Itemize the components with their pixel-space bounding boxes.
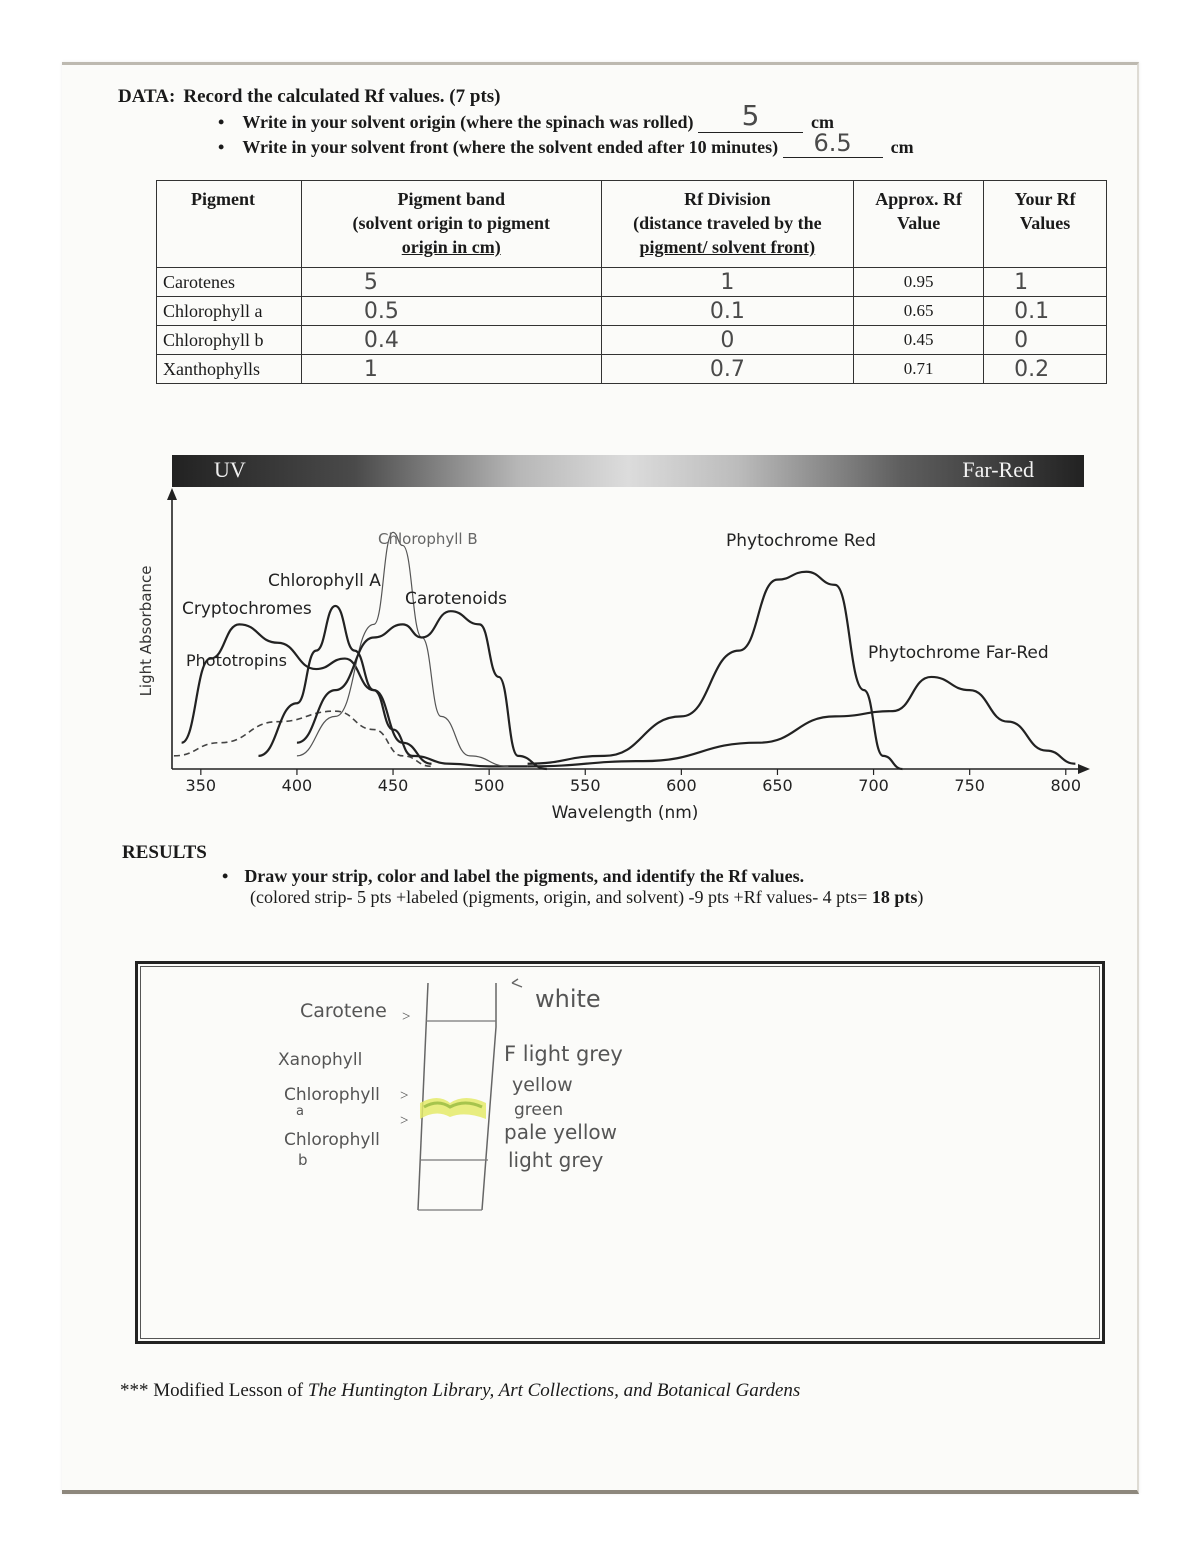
- approx-value: 0.65: [854, 297, 984, 326]
- x-axis-arrow: [1078, 764, 1090, 774]
- bullet-dot: •: [218, 137, 225, 157]
- series-line: [182, 624, 432, 763]
- label-carotene: Carotene: [300, 1000, 387, 1022]
- your-value[interactable]: 0: [984, 326, 1107, 355]
- table-row: [157, 326, 1107, 355]
- label-chlorophyll-a-letter: a: [296, 1104, 304, 1119]
- results-bullet-text: Draw your strip, color and label the pigments, and identify the Rf values.: [244, 866, 805, 886]
- front-bullet: [218, 129, 914, 158]
- x-tick-label: 750: [954, 776, 985, 795]
- table-header-row: [157, 181, 1107, 268]
- x-tick-label: 650: [762, 776, 793, 795]
- header-your-line2: Values: [1019, 213, 1071, 233]
- results-heading: RESULTS: [122, 842, 207, 863]
- data-label: DATA:: [118, 86, 176, 107]
- label-chlorophyll-a: Chlorophyll: [284, 1085, 380, 1105]
- pigment-name: Chlorophyll a: [157, 297, 302, 326]
- y-axis-arrow: [167, 488, 177, 500]
- series-label: Chlorophyll B: [378, 530, 478, 548]
- band-value[interactable]: 0.4: [301, 326, 601, 355]
- x-tick-label: 700: [858, 776, 889, 795]
- results-detail-post: ): [917, 887, 924, 907]
- front-blank[interactable]: [783, 129, 883, 158]
- series-label: Chlorophyll A: [268, 571, 381, 591]
- approx-value: 0.71: [854, 355, 984, 384]
- division-value[interactable]: 1: [601, 268, 854, 297]
- x-tick-label: 550: [569, 776, 601, 795]
- data-heading: [118, 86, 501, 108]
- y-axis-label: Light Absorbance: [137, 565, 155, 697]
- division-value[interactable]: 0: [601, 326, 854, 355]
- header-div-line2: (distance traveled by the: [633, 213, 822, 233]
- series-line: [528, 677, 1076, 766]
- pigment-name: Carotenes: [157, 268, 302, 297]
- results-detail-pre: (colored strip- 5 pts +labeled (pigments, origin, and solvent) -9 pts +Rf values- 4 pts=: [250, 887, 872, 907]
- front-value: 6.5: [813, 129, 852, 157]
- carotene-arrow: >: [402, 1009, 411, 1025]
- bullet-dot: •: [222, 866, 229, 886]
- series-label: Phototropins: [186, 651, 288, 670]
- label-white: white: [535, 985, 601, 1013]
- results-detail: [250, 887, 923, 908]
- header-approx-line2: Value: [896, 213, 941, 233]
- label-pale-yellow: pale yellow: [504, 1120, 618, 1144]
- data-instruction: Record the calculated Rf values. (7 pts): [183, 86, 501, 107]
- far-red-label: Far-Red: [962, 457, 1034, 482]
- x-tick-label: 800: [1050, 776, 1082, 795]
- header-band-line2: (solvent origin to pigment: [352, 213, 550, 233]
- header-band-line3: origin in cm): [401, 237, 501, 257]
- series-line: [174, 711, 432, 766]
- division-value[interactable]: 0.1: [601, 297, 854, 326]
- header-rf-division: [601, 181, 854, 268]
- approx-value: 0.95: [854, 268, 984, 297]
- strip-left-edge: [418, 983, 428, 1210]
- x-tick-label: 350: [185, 776, 217, 795]
- results-instruction: [222, 866, 923, 908]
- front-prompt: Write in your solvent front (where the solvent ended after 10 minutes): [242, 137, 779, 157]
- label-chlorophyll-b: Chlorophyll: [284, 1130, 380, 1150]
- label-light-grey-2: light grey: [508, 1148, 604, 1172]
- series-label: Cryptochromes: [182, 599, 312, 619]
- your-value[interactable]: 1: [984, 268, 1107, 297]
- band-value[interactable]: 0.5: [301, 297, 601, 326]
- chlorophyll-b-arrow: >: [400, 1113, 409, 1129]
- footer-prefix: Modified Lesson of: [153, 1380, 304, 1401]
- origin-unit: cm: [810, 112, 834, 132]
- x-axis-label: Wavelength (nm): [551, 803, 699, 823]
- x-tick-label: 400: [281, 776, 313, 795]
- chromatography-drawing: [260, 975, 700, 1235]
- origin-bullet: [218, 99, 834, 133]
- label-light-grey: F light grey: [504, 1042, 623, 1066]
- label-xanophyll: Xanophyll: [278, 1050, 363, 1070]
- x-tick-label: 600: [666, 776, 697, 795]
- header-your-line1: Your Rf: [1014, 189, 1076, 209]
- header-band-line1: Pigment band: [397, 189, 505, 209]
- header-your-rf: [984, 181, 1107, 268]
- header-div-line3: pigment/ solvent front): [639, 237, 816, 257]
- tick-layer: [186, 769, 1081, 795]
- absorbance-chart: [120, 486, 1100, 826]
- band-value[interactable]: 1: [301, 355, 601, 384]
- series-line: [297, 611, 547, 769]
- strip-right-edge: [482, 983, 496, 1210]
- header-pigment-band: [301, 181, 601, 268]
- approx-value: 0.45: [854, 326, 984, 355]
- your-value[interactable]: 0.2: [984, 355, 1107, 384]
- chlorophyll-a-arrow: >: [400, 1088, 409, 1104]
- band-value[interactable]: 5: [301, 268, 601, 297]
- label-chlorophyll-b-letter: b: [298, 1151, 308, 1169]
- footer-credit: [120, 1380, 800, 1402]
- series-label: Phytochrome Far-Red: [868, 643, 1049, 663]
- header-approx-rf: [854, 181, 984, 268]
- series-line: [297, 532, 508, 766]
- bullet-dot: •: [218, 112, 225, 132]
- series-label: Phytochrome Red: [726, 531, 877, 551]
- label-yellow: yellow: [512, 1074, 573, 1096]
- pigment-name: Chlorophyll b: [157, 326, 302, 355]
- table-row: [157, 268, 1107, 297]
- table-row: [157, 355, 1107, 384]
- front-unit: cm: [890, 137, 914, 157]
- results-detail-points: 18 pts: [871, 887, 918, 907]
- footer-stars: ***: [120, 1380, 149, 1401]
- table-row: [157, 297, 1107, 326]
- rf-table: [156, 180, 1107, 384]
- series-label: Carotenoids: [405, 589, 507, 609]
- x-tick-label: 450: [377, 776, 409, 795]
- header-pigment: Pigment: [157, 181, 302, 268]
- spectrum-bar: [172, 455, 1084, 487]
- label-green: green: [514, 1100, 564, 1120]
- header-div-line1: Rf Division: [684, 189, 771, 209]
- header-approx-line1: Approx. Rf: [875, 189, 962, 209]
- uv-label: UV: [214, 457, 246, 482]
- series-line: [528, 572, 903, 769]
- x-tick-label: 500: [473, 776, 505, 795]
- pigment-band: [420, 1098, 486, 1119]
- division-value[interactable]: 0.7: [601, 355, 854, 384]
- origin-value: 5: [741, 99, 760, 132]
- footer-institution: The Huntington Library, Art Collections, and Botanical Gardens: [307, 1380, 801, 1401]
- white-arrow: [512, 979, 522, 987]
- origin-prompt: Write in your solvent origin (where the spinach was rolled): [242, 112, 694, 132]
- series-label-layer: [182, 530, 1049, 670]
- your-value[interactable]: 0.1: [984, 297, 1107, 326]
- pigment-name: Xanthophylls: [157, 355, 302, 384]
